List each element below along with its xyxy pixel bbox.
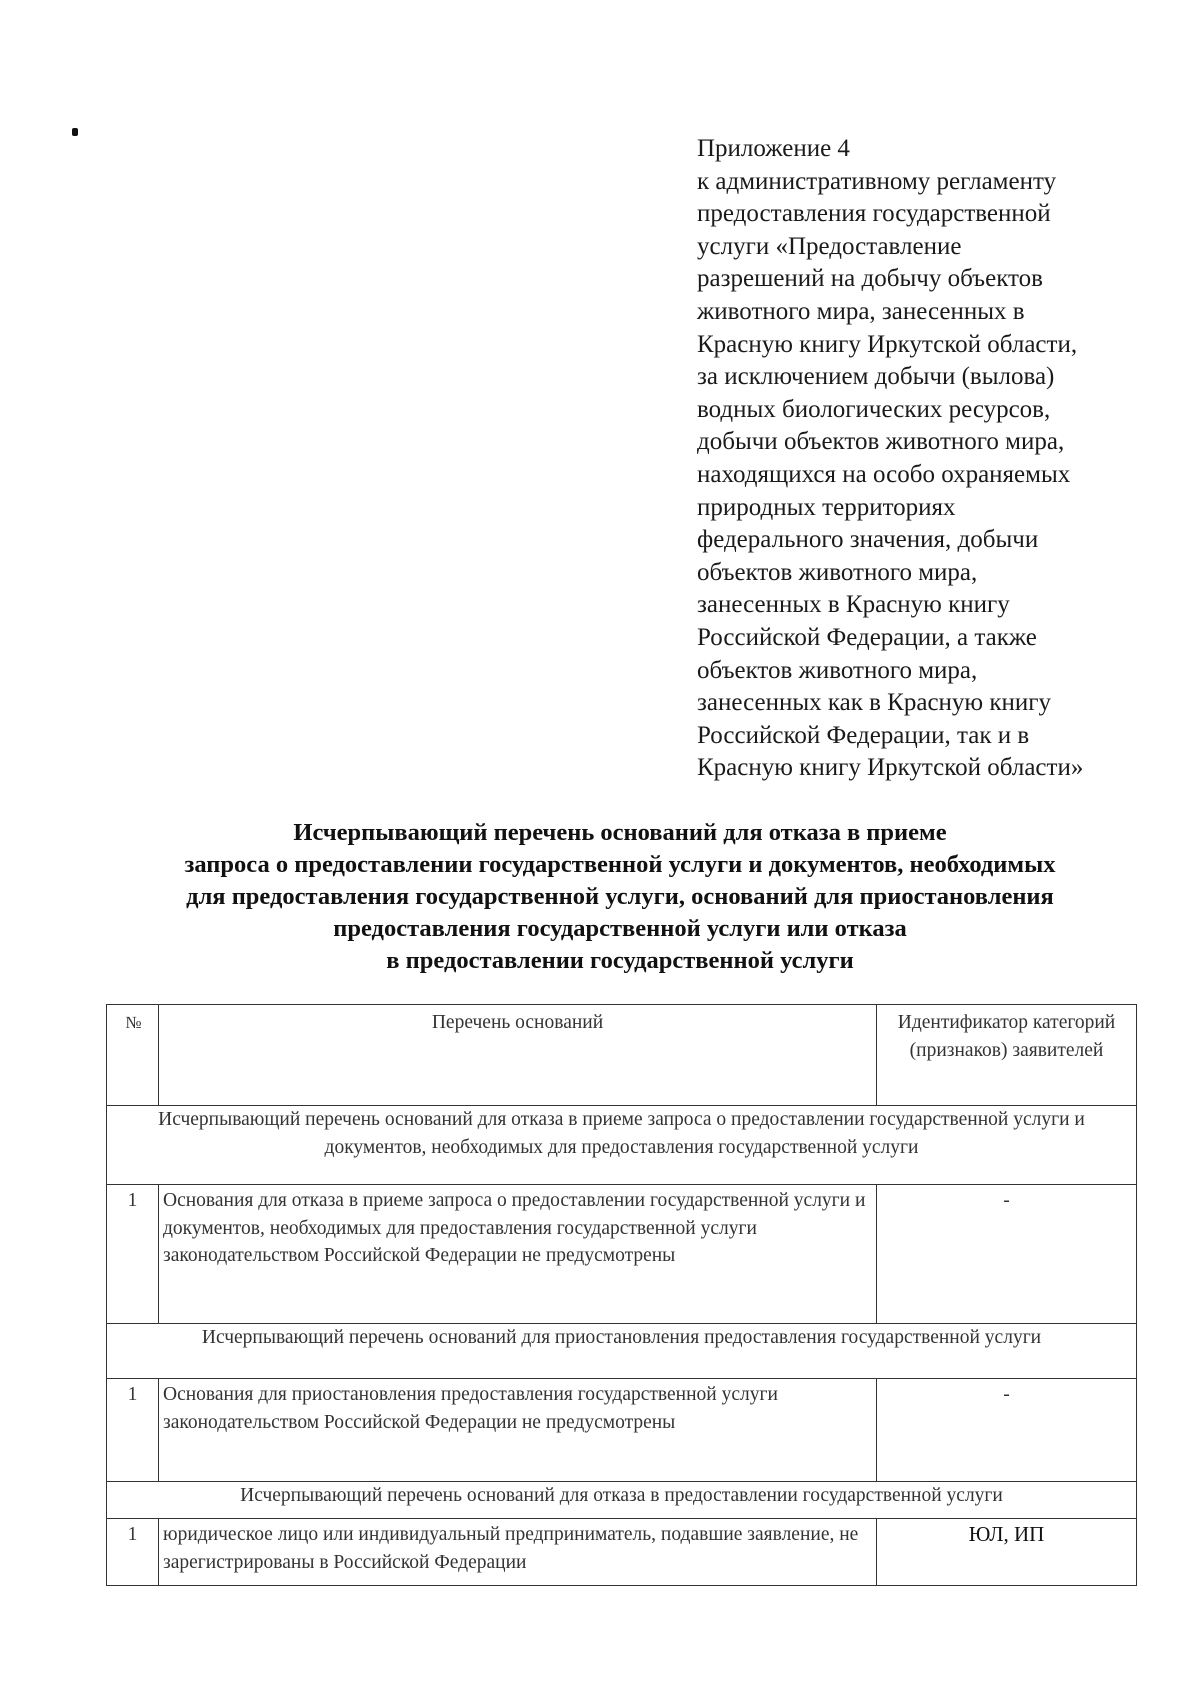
annex-line: предоставления государственной bbox=[697, 200, 1051, 228]
title-line: в предоставлении государственной услуги bbox=[386, 947, 854, 974]
annex-line: Российской Федерации, так и в bbox=[697, 721, 1030, 749]
annex-line: Красную книгу Иркутской области» bbox=[697, 754, 1084, 782]
row-identifier: ЮЛ, ИП bbox=[877, 1519, 1137, 1586]
row-grounds: Основания для приостановления предоставления государственной услуги законодательством Российской Федерации не предусмотрены bbox=[159, 1379, 877, 1482]
annex-line: добычи объектов животного мира, bbox=[697, 428, 1065, 456]
annex-line: федерального значения, добычи bbox=[697, 526, 1039, 554]
annex-line: объектов животного мира, bbox=[697, 558, 978, 586]
annex-line: объектов животного мира, bbox=[697, 656, 978, 684]
section-row bbox=[107, 1324, 1137, 1379]
section-title: Исчерпывающий перечень оснований для отказа в предоставлении государственной услуги bbox=[107, 1482, 1137, 1519]
annex-line: водных биологических ресурсов, bbox=[697, 395, 1051, 423]
section-title: Исчерпывающий перечень оснований для отказа в приеме запроса о предоставлении государственной услуги и документов, необходимых для предоставления государственной услуги bbox=[107, 1106, 1137, 1185]
section-row bbox=[107, 1106, 1137, 1185]
row-identifier: - bbox=[877, 1379, 1137, 1482]
header-number: № bbox=[107, 1005, 159, 1106]
title-line: предоставления государственной услуги или отказа bbox=[333, 915, 907, 942]
annex-line: к административному регламенту bbox=[697, 167, 1057, 195]
row-identifier: - bbox=[877, 1185, 1137, 1324]
document-title bbox=[105, 817, 1135, 977]
header-grounds: Перечень оснований bbox=[159, 1005, 877, 1106]
header-identifier: Идентификатор категорий (признаков) заявителей bbox=[877, 1005, 1137, 1106]
annex-line: Российской Федерации, а также bbox=[697, 623, 1037, 651]
annex-line: занесенных как в Красную книгу bbox=[697, 689, 1052, 717]
annex-line: природных территориях bbox=[697, 493, 956, 521]
row-number: 1 bbox=[107, 1185, 159, 1324]
table-row bbox=[107, 1519, 1137, 1586]
row-number: 1 bbox=[107, 1519, 159, 1586]
title-line: Исчерпывающий перечень оснований для отказа в приеме bbox=[293, 819, 947, 846]
grounds-table bbox=[106, 1004, 1137, 1586]
section-row bbox=[107, 1482, 1137, 1519]
scan-mark bbox=[72, 128, 78, 136]
annex-line: разрешений на добычу объектов bbox=[697, 265, 1043, 293]
annex-line: занесенных в Красную книгу bbox=[697, 591, 1010, 619]
annex-header bbox=[697, 133, 1167, 785]
annex-line: находящихся на особо охраняемых bbox=[697, 460, 1071, 488]
title-line: для предоставления государственной услуги, оснований для приостановления bbox=[186, 883, 1054, 910]
section-title: Исчерпывающий перечень оснований для приостановления предоставления государственной услуги bbox=[107, 1324, 1137, 1379]
annex-line: Приложение 4 bbox=[697, 135, 850, 162]
title-line: запроса о предоставлении государственной услуги и документов, необходимых bbox=[184, 851, 1056, 878]
annex-line: услуги «Предоставление bbox=[697, 232, 962, 260]
table-header-row bbox=[107, 1005, 1137, 1106]
row-number: 1 bbox=[107, 1379, 159, 1482]
annex-line: Красную книгу Иркутской области, bbox=[697, 330, 1078, 358]
annex-line: животного мира, занесенных в bbox=[697, 297, 1025, 325]
table-row bbox=[107, 1379, 1137, 1482]
table-row bbox=[107, 1185, 1137, 1324]
annex-line: за исключением добычи (вылова) bbox=[697, 363, 1055, 391]
row-grounds: юридическое лицо или индивидуальный предприниматель, подавшие заявление, не зарегистрированы в Российской Федерации bbox=[159, 1519, 877, 1586]
row-grounds: Основания для отказа в приеме запроса о предоставлении государственной услуги и документов, необходимых для предоставления государственной услуги законодательством Российской Федерации не предусмотрены bbox=[159, 1185, 877, 1324]
